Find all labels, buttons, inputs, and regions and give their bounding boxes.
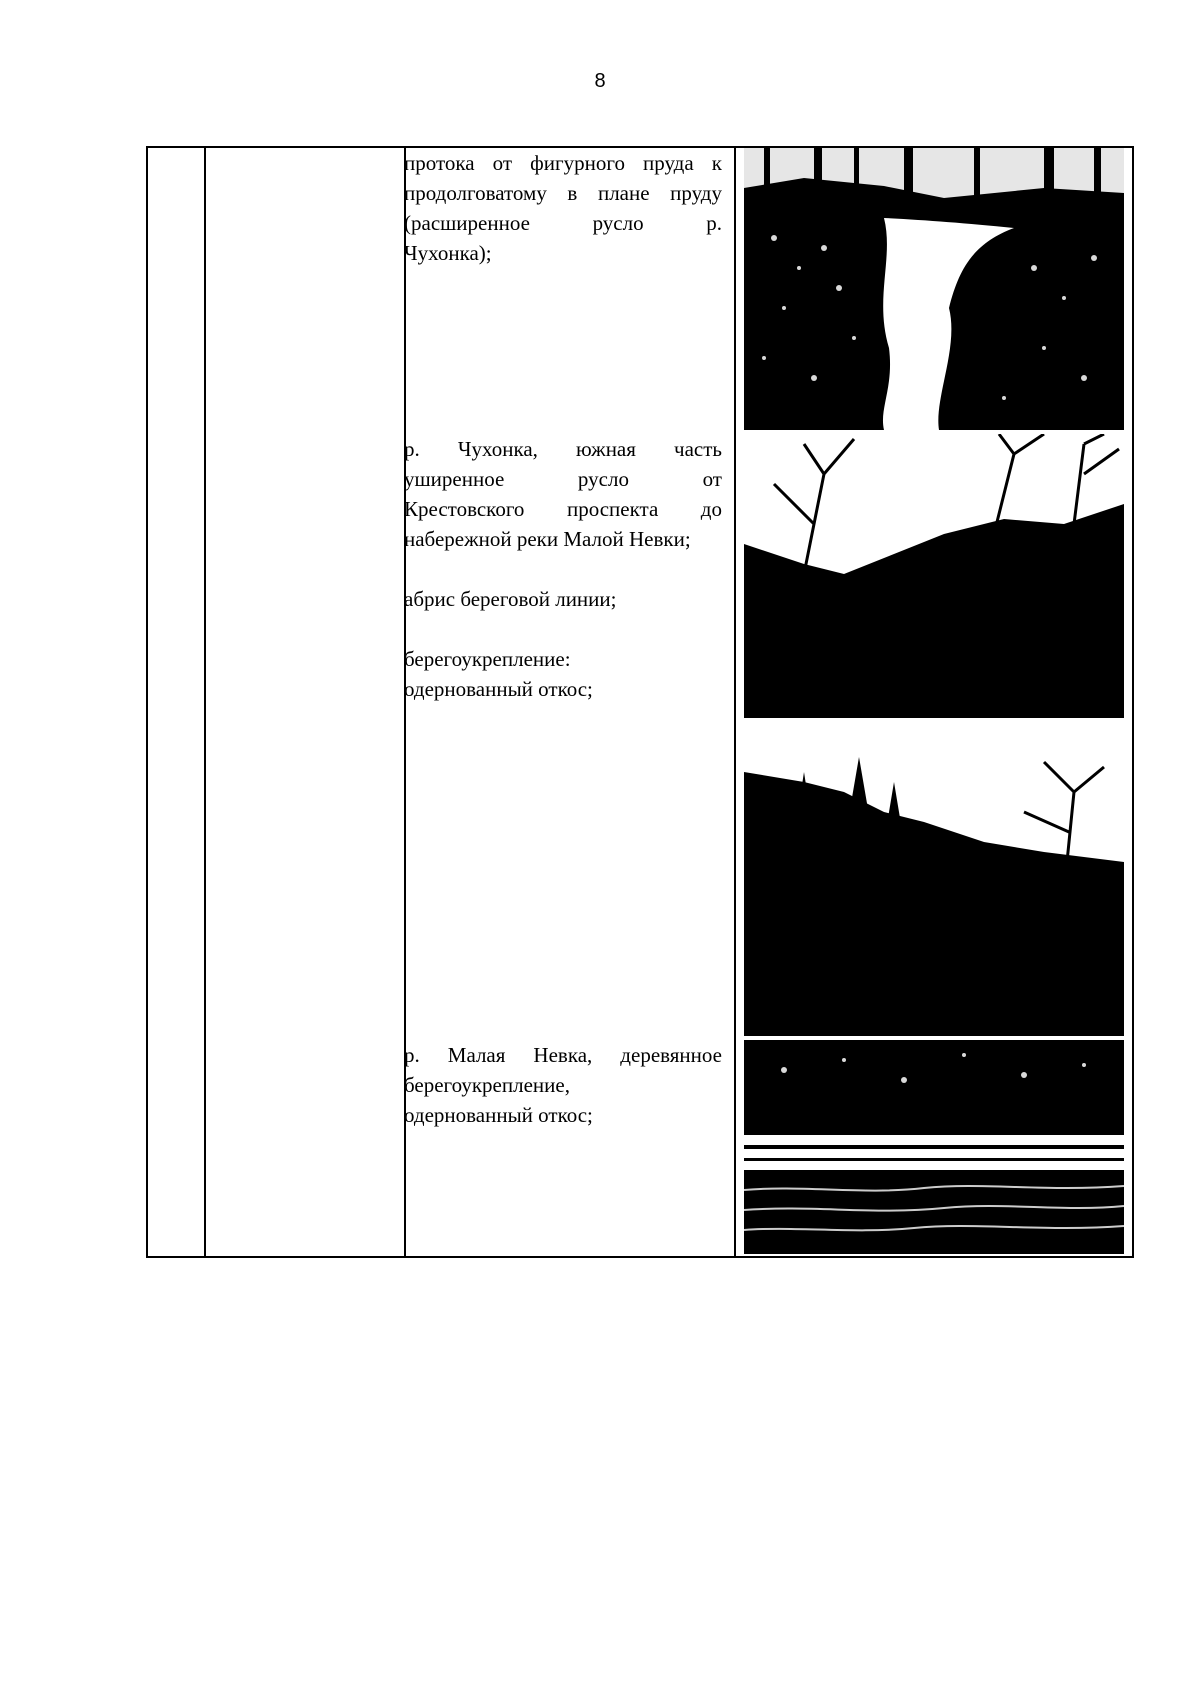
description-cell-2	[404, 434, 722, 704]
description-cell-4	[404, 1040, 722, 1130]
winter-stream-photo	[744, 148, 1124, 430]
river-embankment-photo	[744, 1040, 1124, 1254]
description-line: продолговатому в плане пруду	[404, 181, 722, 205]
description-line: уширенное русло от	[404, 467, 722, 491]
description-line: берегоукрепление,	[404, 1073, 570, 1097]
description-line: р. Малая Невка, деревянное	[404, 1043, 722, 1067]
conifer-trees-photo	[744, 752, 1124, 1036]
column-divider	[734, 148, 736, 1256]
description-cell-1	[404, 148, 722, 268]
description-line: протока от фигурного пруда к	[404, 151, 722, 175]
page-number: 8	[594, 70, 606, 92]
description-line: берегоукрепление:	[404, 647, 571, 671]
description-line: одернованный откос;	[404, 1103, 593, 1127]
description-line: Чухонка);	[404, 241, 492, 265]
description-line: р. Чухонка, южная часть	[404, 437, 722, 461]
column-divider	[204, 148, 206, 1256]
description-line: одернованный откос;	[404, 677, 593, 701]
description-line: (расширенное русло р.	[404, 211, 722, 235]
description-line: набережной реки Малой Невки;	[404, 527, 691, 551]
description-line: Крестовского проспекта до	[404, 497, 722, 521]
description-line: абрис береговой линии;	[404, 587, 617, 611]
riverbank-trees-photo	[744, 434, 1124, 718]
